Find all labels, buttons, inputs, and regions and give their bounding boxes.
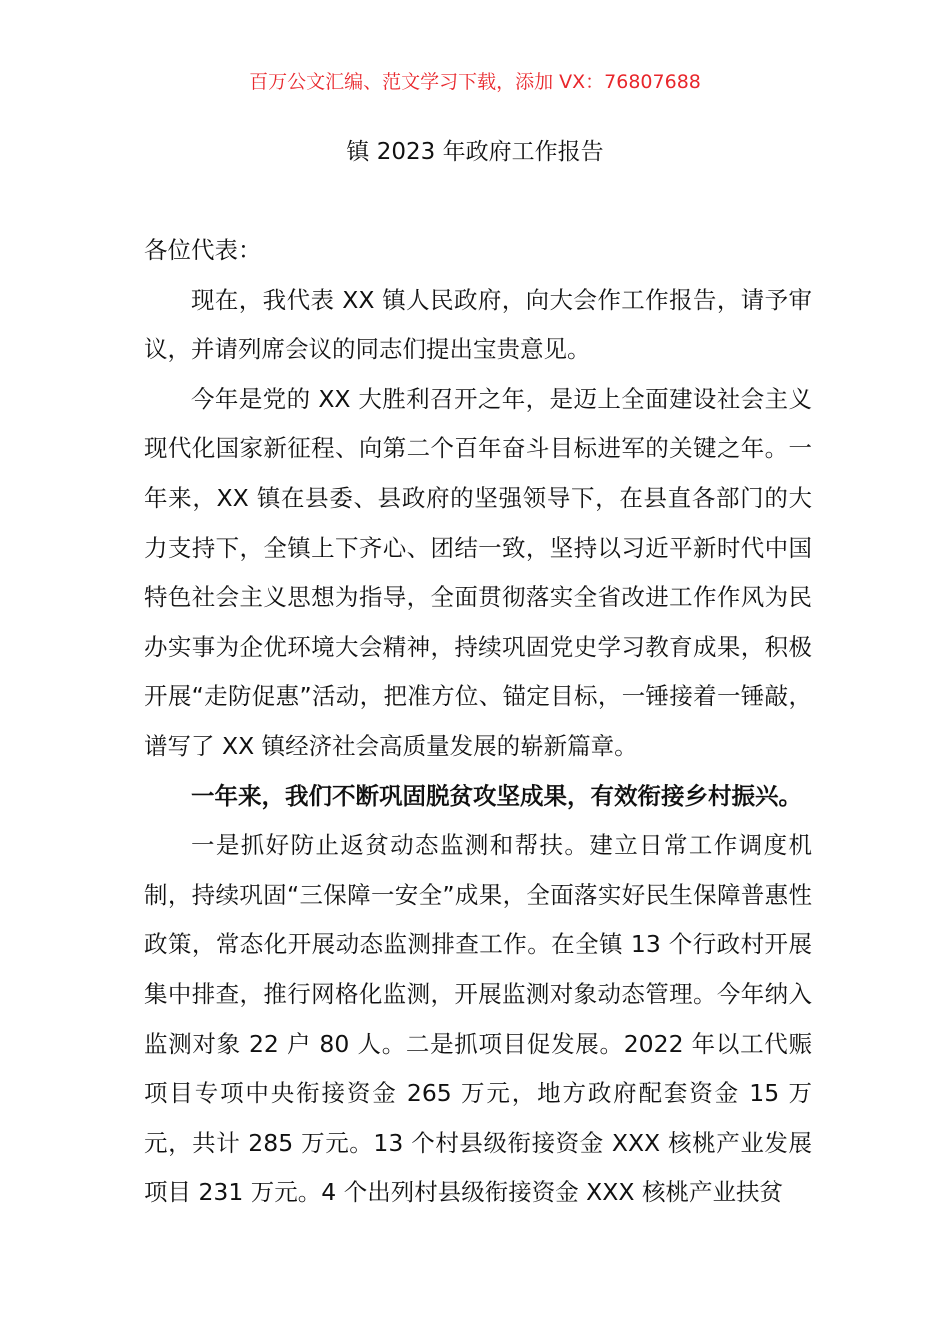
page-title: 镇 2023 年政府工作报告 [346,139,604,165]
paragraph-intro: 现在，我代表 XX 镇人民政府，向大会作工作报告，请予审议，并请列席会议的同志们提出宝贵意见。 [144,285,812,364]
paragraph-overview: 今年是党的 XX 大胜利召开之年，是迈上全面建设社会主义现代化国家新征程、向第二个百年奋斗目标进军的关键之年。一年来，XX 镇在县委、县政府的坚强领导下，在县直各部门的大力支持下，全镇上下齐心、团结一致，坚持以习近平新时代中国特色社会主义思想为指导，全面贯彻落实全省改进工作作风为民办实事为企优环境大会精神，持续巩固党史学习教育成果，积极开展“走防促惠”活动，把准方位、锚定目标，一锤接着一锤敲，谱写了 XX 镇经济社会高质量发展的崭新篇章。 [144,384,812,760]
document-body [144,226,812,1218]
paragraph-poverty-measures: 一是抓好防止返贫动态监测和帮扶。建立日常工作调度机制，持续巩固“三保障一安全”成果，全面落实好民生保障普惠性政策，常态化开展动态监测排查工作。在全镇 13 个行政村开展集中排查，推行网格化监测，开展监测对象动态管理。今年纳入监测对象 22 户 80 人。二是抓项目促发展。2022 年以工代赈项目专项中央衔接资金 265 万元，地方政府配套资金 15 万元，共计 285 万元。13 个村县级衔接资金 XXX 核桃产业发展项目 231 万元。4 个出列村县级衔接资金 XXX 核桃产业扶贫 [144,831,812,1207]
section-heading: 一年来，我们不断巩固脱贫攻坚成果，有效衔接乡村振兴。 [191,781,802,810]
promo-banner: 百万公文汇编、范文学习下载，添加 VX：76807688 [249,71,701,93]
salutation: 各位代表： [144,236,262,264]
